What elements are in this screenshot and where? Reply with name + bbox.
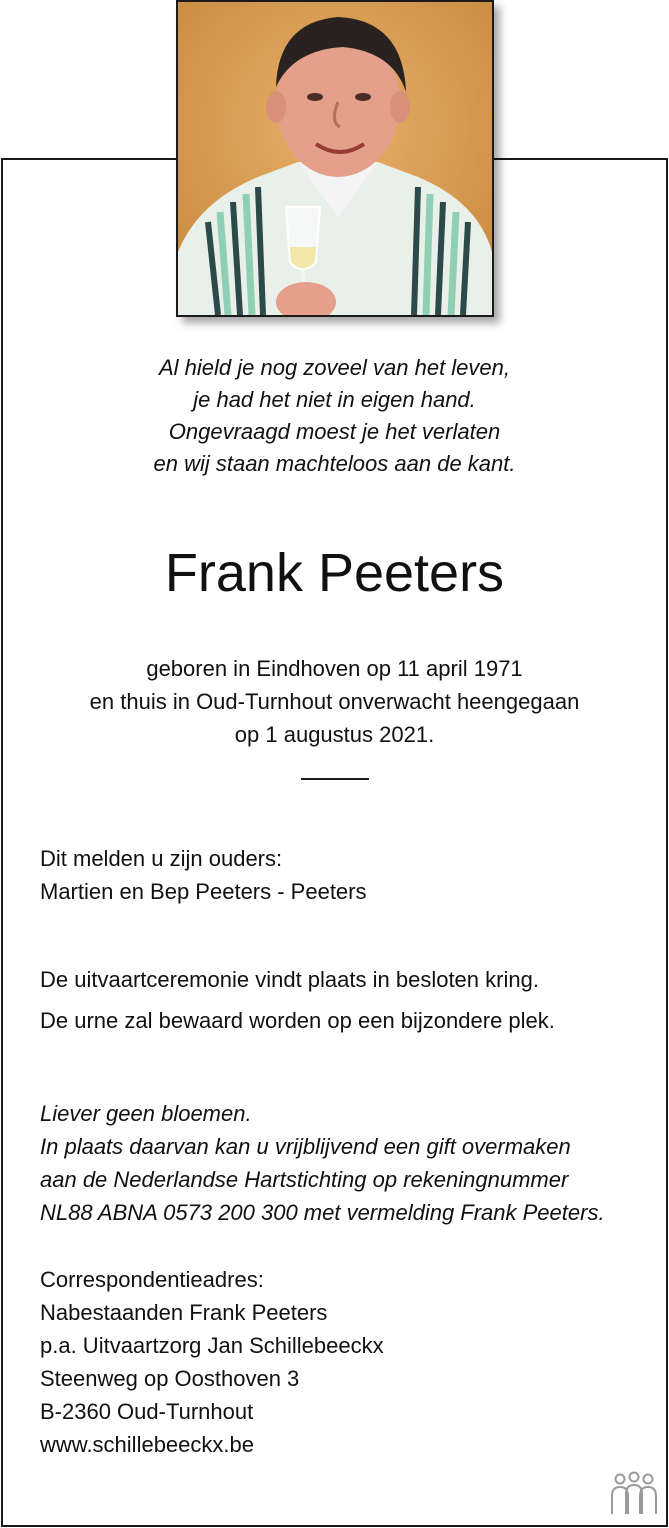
deceased-name: Frank Peeters: [164, 543, 505, 603]
address-line: Correspondentieadres:: [40, 1267, 264, 1292]
life-dates: [0, 652, 669, 751]
portrait-photo-container: [176, 0, 494, 317]
ceremony-text: De uitvaartceremonie vindt plaats in besloten kring.: [40, 967, 539, 992]
address-line: Steenweg op Oosthoven 3: [40, 1366, 300, 1391]
flowers-line: NL88 ABNA 0573 200 300 met vermelding Frank Peeters.: [40, 1200, 605, 1225]
dates-line: en thuis in Oud-Turnhout onverwacht heengegaan: [89, 689, 580, 714]
website-link[interactable]: www.schillebeeckx.be: [40, 1432, 254, 1457]
announcement: [40, 842, 640, 908]
announcement-line: Dit melden u zijn ouders:: [40, 846, 283, 871]
address-line: Nabestaanden Frank Peeters: [40, 1300, 328, 1325]
announcement-line: Martien en Bep Peeters - Peeters: [40, 879, 367, 904]
verse-line: je had het niet in eigen hand.: [193, 387, 476, 412]
correspondence-address: [40, 1263, 640, 1461]
dates-line: geboren in Eindhoven op 11 april 1971: [146, 656, 523, 681]
verse: [0, 352, 669, 480]
verse-line: en wij staan machteloos aan de kant.: [153, 451, 516, 476]
divider: [301, 778, 369, 780]
flowers-notice: [40, 1097, 640, 1229]
flowers-line: aan de Nederlandse Hartstichting op rekeningnummer: [40, 1167, 569, 1192]
verse-line: Ongevraagd moest je het verlaten: [168, 419, 501, 444]
address-line: p.a. Uitvaartzorg Jan Schillebeeckx: [40, 1333, 384, 1358]
verse-line: Al hield je nog zoveel van het leven,: [158, 355, 510, 380]
flowers-line: In plaats daarvan kan u vrijblijvend een gift overmaken: [40, 1134, 571, 1159]
dates-line: op 1 augustus 2021.: [234, 722, 435, 747]
flowers-line: Liever geen bloemen.: [40, 1101, 252, 1126]
address-line: B-2360 Oud-Turnhout: [40, 1399, 254, 1424]
family-logo-icon: [608, 1470, 660, 1518]
portrait-photo: [176, 0, 494, 317]
urn-text: De urne zal bewaard worden op een bijzondere plek.: [40, 1008, 555, 1033]
